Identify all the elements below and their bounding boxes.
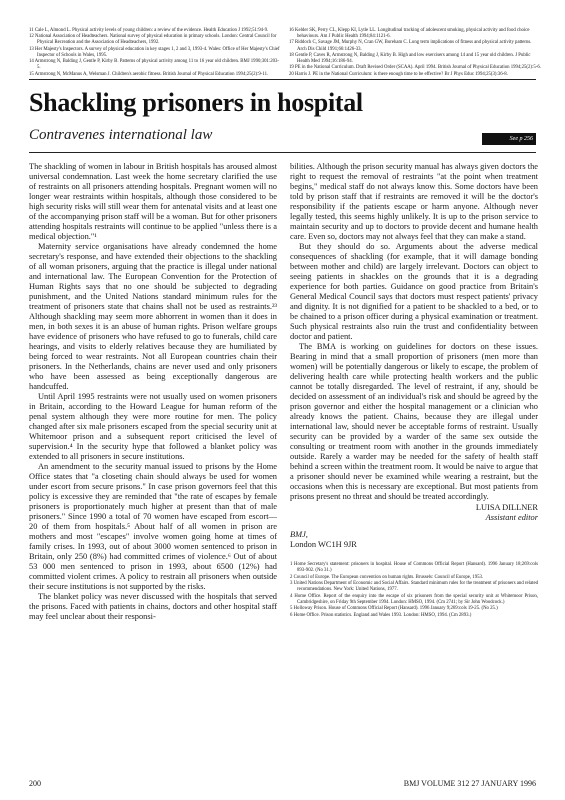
footnote-item: 6 Home Office. Prison statistics. England and Wales 1993. London: HMSO, 1994. (Cm 2893.) <box>290 612 472 618</box>
article-title: Shackling prisoners in hospital <box>29 88 363 117</box>
journal-info: BMJ VOLUME 312 27 JANUARY 1996 <box>403 779 536 788</box>
footnote-item: 3 United Nations Department of Economic and Social Affairs. Standard minimum rules for the treatment of prisoners and related recommendations. New York: United Nations, 1977. <box>290 581 538 593</box>
footnote-item: 1 Home Secretary's statement: prisoners in hospital. House of Commons Official Report (Hansard). 1996 January 18;269:cols 893-902. (No 31.) <box>290 562 538 574</box>
author-signature <box>290 503 538 550</box>
section-divider <box>29 79 536 80</box>
footnote-item: 2 Council of Europe. The European convention on human rights. Brussels: Council of Europe, 1953. <box>290 574 484 580</box>
body-paragraph: The BMA is working on guidelines for doctors on these issues. Bearing in mind that a small proportion of prisoners (men more than women) will be potentially dangerous or likely to escape, the problem of delivering health care while protecting health workers and the public cannot be totally disregarded. The level of restraint, if any, should be decided on assessment of an individual's risk and should be agreed by the prison governor and either the hospital management or a clinician who already knows the patient. Chains, because they are illegal under international law, should never be acceptable forms of restraint. Usually security can be provided by a warder of the same sex outside the consulting or treatment room with another in the grounds immediately outside. Rarely a warder may be needed for the safety of health staff behind a screen within the treatment room. It would be naive to argue that a prisoner should never be examined while wearing a restraint, but the occasions when this is necessary are exceptional. But most patients from prisons present no threat and should be treated accordingly. <box>290 342 538 501</box>
body-column-left <box>29 162 277 622</box>
author-name: LUISA DILLNER <box>475 503 538 512</box>
footnote-item: 5 Holloway Prison. House of Commons Official Report (Hansard). 1996 January 9;269:cols 19-25. (No 25.) <box>290 606 498 612</box>
reference-item: 17 Riddoch C, Savage JM, Murphy N, Cran GW, Boreham C. Long term implications of fitness and physical activity patterns. Arch Dis Child 1991;66:1426-33. <box>289 40 532 52</box>
body-paragraph: Maternity service organisations have already condemned the home secretary's response, and have extended their objections to the shackling of all woman prisoners, arguing that the practice is illegal under national and international law. The European Convention for the Protection of Human Rights says that no one should be subjected to degrading punishment, and the United Nations standard minimum rules for the treatment of prisoners state that chains shall not be used as restraints.²³ Although shackling may seem more abhorrent in women than it does in men, in both sexes it is an abuse of human rights. Prison welfare groups have evidence of prisoners who have refused to go to funerals, child care hearings, and visits to elderly relatives because they are humiliated by being forced to wear restraints. Not all European countries chain their prisoners. In the Netherlands, chains are never used and only prisoners who have been assessed as being exceptionally dangerous are handcuffed. <box>29 242 277 391</box>
reference-item: 14 Armstrong N, Balding J, Gentle P, Kirby B. Patterns of physical activity among 11 to 16 year old children. BMJ 1990;301:203-5. <box>29 59 280 71</box>
affiliation-journal: BMJ, <box>290 530 308 539</box>
footnote-item: 4 Home Office. Report of the enquiry into the escape of six prisoners from the special security unit at Whitemoor Prison, Cambridgeshire, on Friday 9th September 1994. London: HMSO, 1994. (Cm 2741; by Sir John Woodcock.) <box>290 593 538 605</box>
author-role: Assistant editor <box>485 513 538 522</box>
see-page-tag: See p 256 <box>482 133 536 145</box>
reference-item: 20 Harris J. PE in the National Curriculum: is there enough time to be effective? Br J Phys Educ 1994;25(3):36-8. <box>289 71 508 77</box>
references-right <box>289 28 541 78</box>
reference-item: 11 Cale L, Almond L. Physical activity levels of young children: a review of the evidence. Health Education J 1992;51:94-9. <box>29 28 269 33</box>
body-paragraph: bilities. Although the prison security manual has always given doctors the right to request the removal of restraints "at the point when treatment begins," medical staff do not always know this. Some doctors have been told by prison staff that if restraints are removed it will be the doctor's responsibility if the patients escape or harm anyone. Although never legally tested, this seems highly unlikely. It is up to the prison service to maintain security and up to doctors to provide decent and humane health care. Even so, doctors may not always feel that they can make a stand. <box>290 162 538 241</box>
reference-item: 18 Gentle P, Caves R, Armstrong N, Balding J, Kirby B. High and low exercisers among 14 and 15 year old children. J Public Health Med 1994;16:186-94. <box>289 52 531 65</box>
references-left <box>29 28 281 78</box>
body-paragraph: But they should do so. Arguments about the adverse medical consequences of shackling (for example, that it will damage bonding between mother and child) are largely irrelevant. Doctors can object to seeing patients in shackles on the grounds that it is a degrading experience for both parties. Guidance on good practice from Britain's General Medical Council says that doctors must respect patients' privacy and dignity. It is not dignified for a patient to be shackled to a bed, or to be chained to a prison officer during a physical examination or treatment. Such physical restraints also ruin the trust and confidentiality between doctor and patient. <box>290 242 538 341</box>
header-rule <box>29 152 536 153</box>
footnotes <box>290 562 538 619</box>
reference-item: 13 Her Majesty's Inspectors. A survey of physical education in key stages 1, 2 and 3, 1993-4. Wales: Office of Her Majesty's Chief Inspector of Schools in Wales, 1995. <box>29 46 280 58</box>
reference-item: 12 National Association of Headteachers. National survey of physical education in primary schools. London: Central Council for Physical Recreation and the Association of Headteachers, 1992. <box>29 34 277 46</box>
affiliation-address: London WC1H 9JR <box>290 540 357 549</box>
page-number: 200 <box>29 779 41 788</box>
article-subtitle: Contravenes international law <box>29 127 213 143</box>
reference-item: 19 PE in the National Curriculum. Draft Revised Order (SCAA). April 1994. British Journal of Physical Education 1994;25(2):5-6. <box>289 65 541 71</box>
body-paragraph: The shackling of women in labour in British hospitals has aroused almost universal condemnation. Last week the home secretary clarified the use of restraints on all prisoners attending hospitals. Pregnant women will no longer wear restraints within hospitals, although those considered to be high security risks will still wear them for antenatal visits and at least one of the accompanying prison staff will be a woman. But for other prisoners attending hospitals restraints will continue to be applied "unless there is a medical objection."¹ <box>29 162 278 241</box>
body-paragraph: Until April 1995 restraints were not usually used on women prisoners in Britain, according to the Howard League for human reform of the penal system although they were more routine for men. The policy changed after six male prisoners escaped from the special security unit at Whitemoor prison and a subsequent report criticised the level of supervision.⁴ In the security hype that followed a blanket policy was extended to all prisoners in secure institutions. <box>29 392 277 461</box>
body-column-right <box>290 162 538 619</box>
reference-item: 16 Kelder SK, Perry CL, Klepp KI, Lytle LL. Longitudinal tracking of adolescent smoking, physical activity and food choice behaviours. Am J Public Health 1994;84:1121-6. <box>289 28 530 40</box>
body-paragraph: An amendment to the security manual issued to prisons by the Home Office states that "a closeting chain should always be used for women under escort from secure prisons." In case prison governors feel that this policy is excessive they are reminded that "the rate of escapes by female prisoners is proportionately much higher at present than that of male prisoners." Since 1990 a total of 70 women have escaped from escort—20 of them from hospitals.⁵ About half of all women in prison are mothers and most "escapes" involve women going home at times of family crises. In 1993, out of about 3000 women sentenced to prison in Britain, only 250 (8%) had committed crimes of violence.⁶ Out of about 53 000 men sentenced to prison in 1993, about 6500 (12%) had committed violent crimes. A policy to restrain all prisoners when outside their secure institutions is not supported by the risks. <box>29 462 277 591</box>
body-paragraph: The blanket policy was never discussed with the hospitals that served the prisons. Faced with patients in chains, doctors and other hospital staff may feel unclear about their responsi- <box>29 592 277 621</box>
reference-item: 15 Armstrong N, McManus A, Welsman J. Children's aerobic fitness. British Journal of Physical Education 1994;25(2):9-11. <box>29 71 269 77</box>
